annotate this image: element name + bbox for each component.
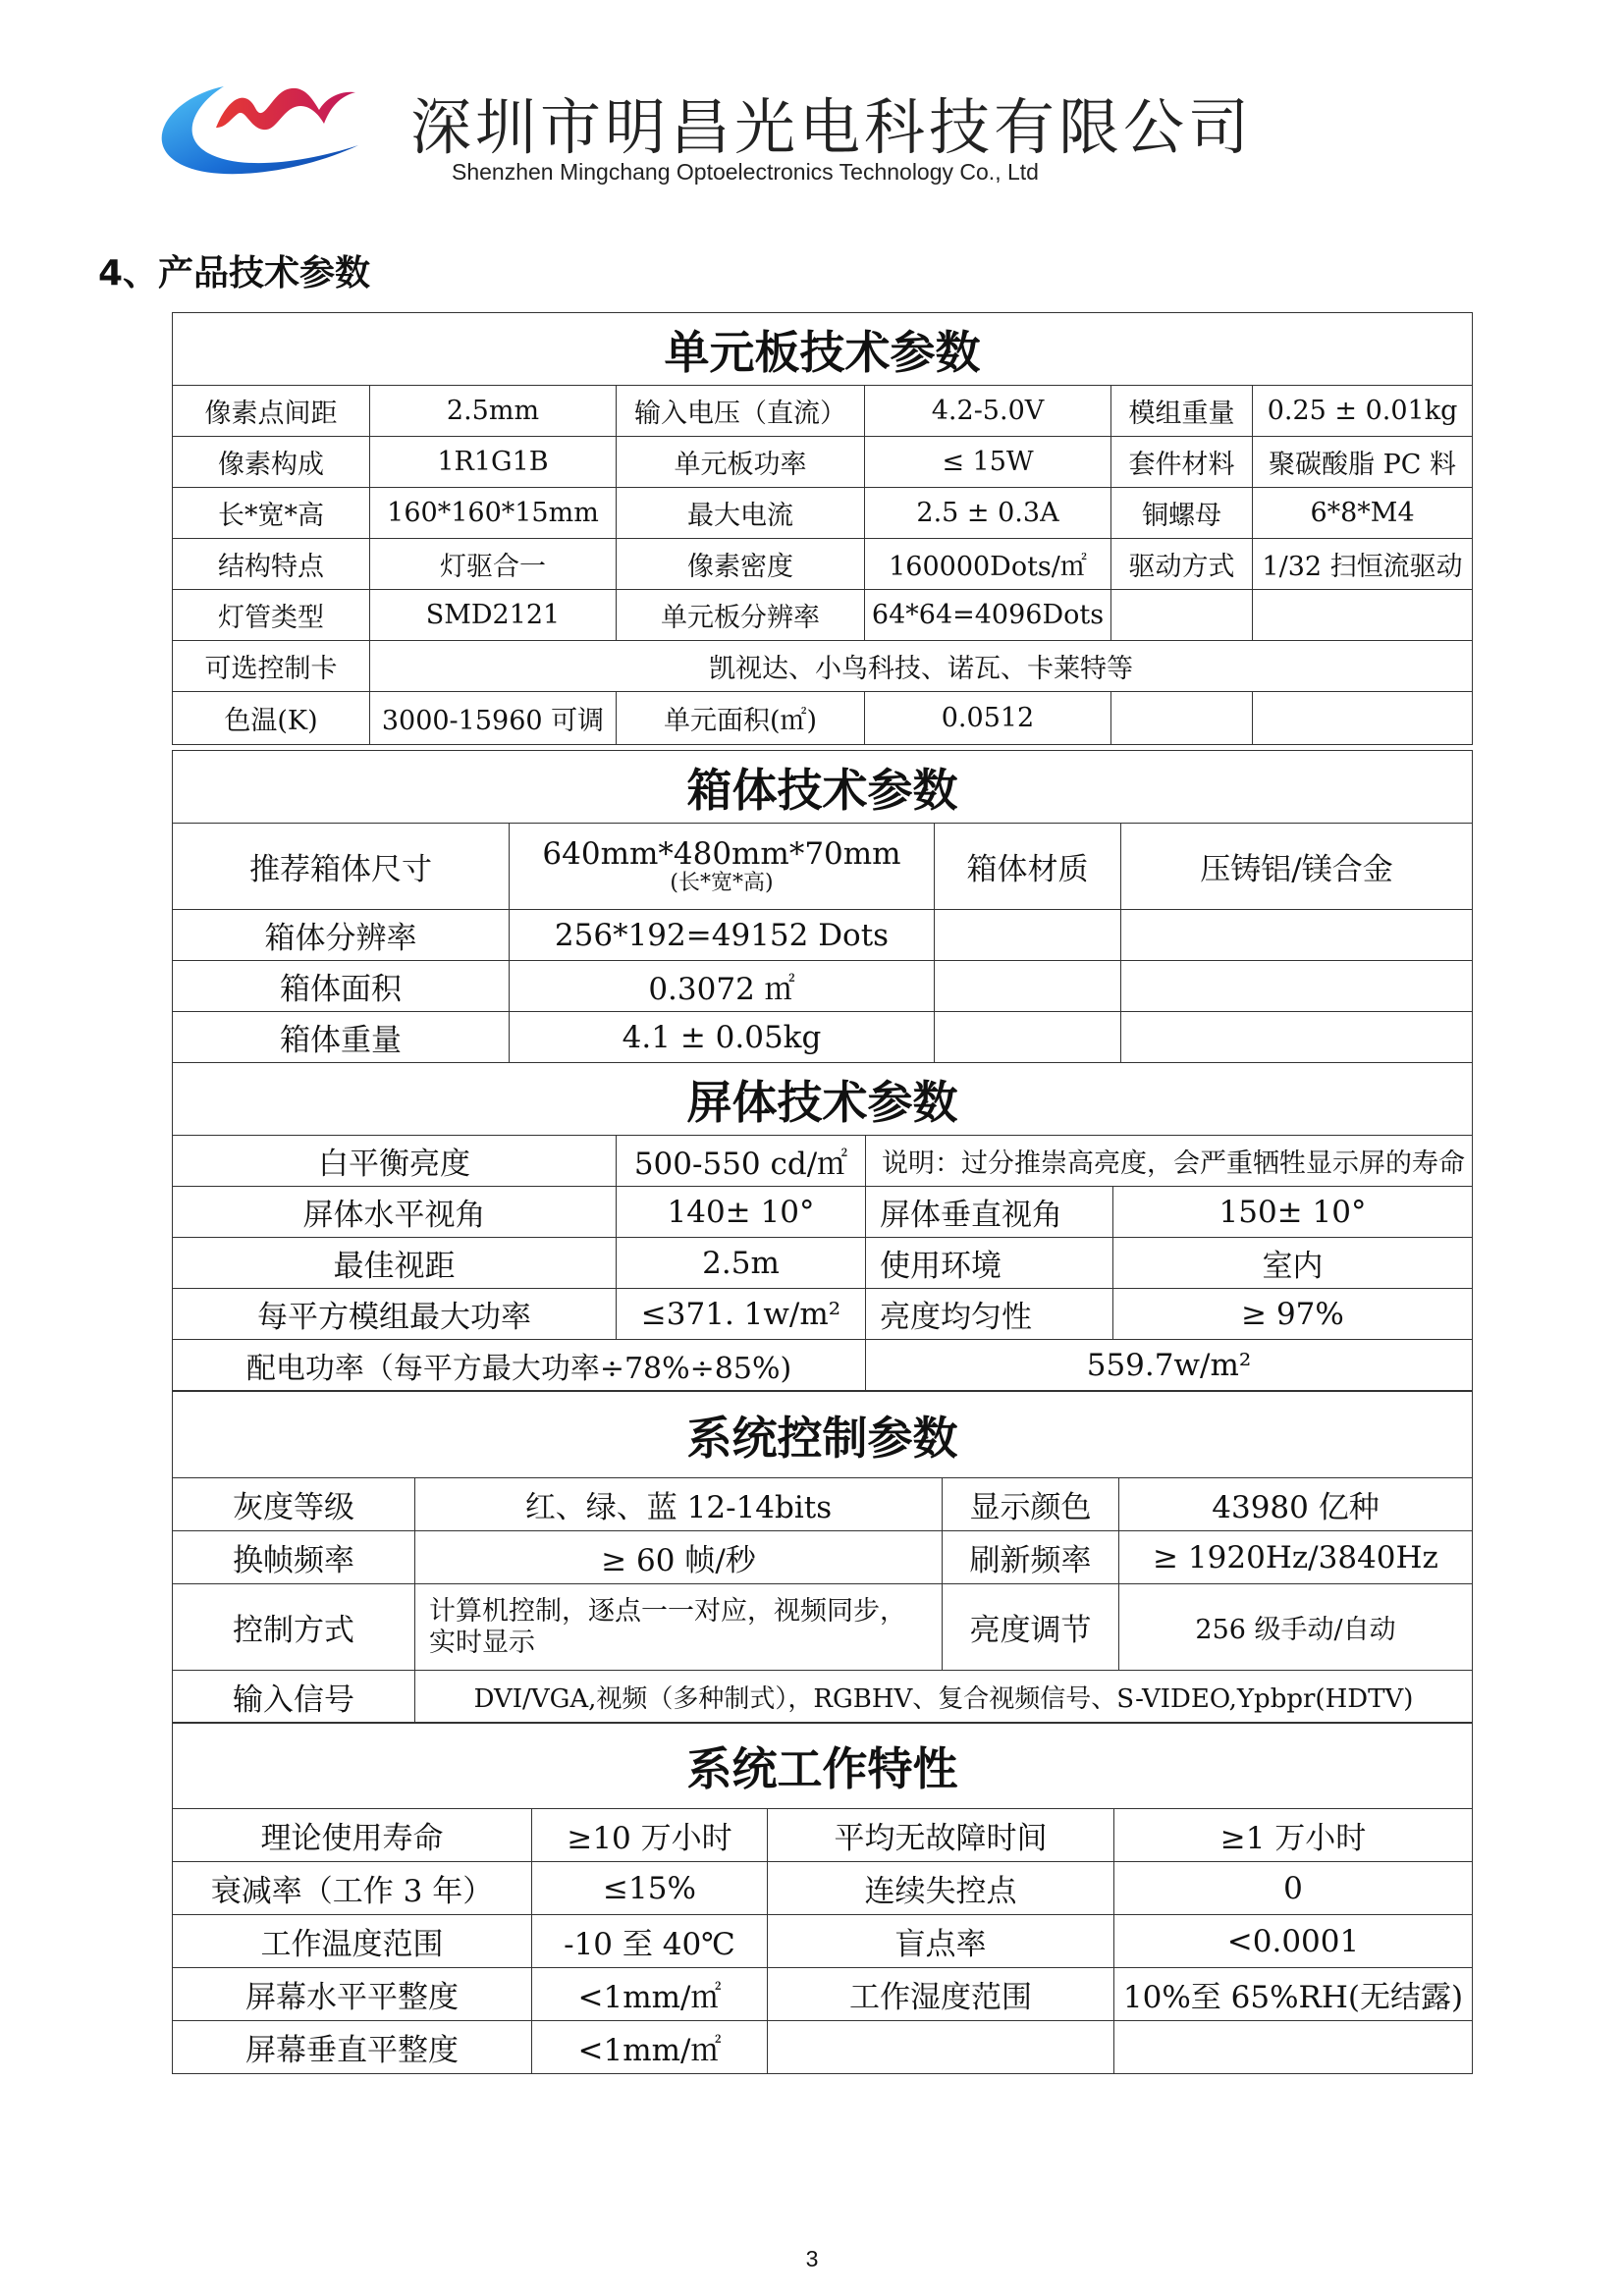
spec-value: -10 至 40℃ [532,1915,768,1968]
page-number: 3 [805,2246,819,2271]
spec-label: 箱体面积 [173,961,510,1012]
work-title: 系统工作特性 [173,1723,1473,1809]
empty-cell [768,2021,1114,2074]
spec-label: 可选控制卡 [173,641,370,692]
spec-label: 工作温度范围 [173,1915,532,1968]
table-row [173,437,1473,488]
table-row [173,488,1473,539]
spec-value: 3000-15960 可调 [370,692,617,745]
spec-label: 推荐箱体尺寸 [173,824,510,910]
spec-label: 输入信号 [173,1671,415,1724]
spec-label: 亮度调节 [943,1584,1119,1671]
spec-label: 衰减率（工作 3 年） [173,1862,532,1915]
table-row [173,910,1473,961]
table-row [173,1187,1473,1238]
spec-label: 每平方模组最大功率 [173,1289,617,1340]
spec-label: 驱动方式 [1111,539,1253,590]
spec-label: 屏体垂直视角 [866,1187,1113,1238]
spec-value: SMD2121 [370,590,617,641]
spec-label: 屏幕垂直平整度 [173,2021,532,2074]
spec-value: 0.0512 [865,692,1111,745]
table-row [173,1136,1473,1187]
empty-cell [1121,961,1473,1012]
table-row [173,641,1473,692]
table-row [173,2021,1473,2074]
spec-label: 输入电压（直流） [617,386,865,437]
spec-value: 256 级手动/自动 [1119,1584,1473,1671]
spec-value: 1R1G1B [370,437,617,488]
empty-cell [1111,590,1253,641]
spec-value: 0.3072 ㎡ [510,961,935,1012]
work-spec [172,1722,1472,2074]
spec-label: 单元板分辨率 [617,590,865,641]
table-row [173,1478,1473,1531]
spec-label: 屏体水平视角 [173,1187,617,1238]
table-row [173,1012,1473,1063]
spec-value: 140± 10° [617,1187,866,1238]
table-row [173,1289,1473,1340]
table-row [173,590,1473,641]
spec-value: 160*160*15mm [370,488,617,539]
spec-value: ≥ 1920Hz/3840Hz [1119,1531,1473,1584]
spec-label: 灯管类型 [173,590,370,641]
company-name-english: Shenzhen Mingchang Optoelectronics Technology Co., Ltd [452,159,1039,185]
cabinet-size: 640mm*480mm*70mm [542,835,901,872]
spec-value: 4.2-5.0V [865,386,1111,437]
spec-label: 盲点率 [768,1915,1114,1968]
empty-cell [935,961,1121,1012]
spec-value: 2.5mm [370,386,617,437]
control-spec [172,1391,1472,1724]
letterhead [147,69,1254,196]
brightness-note: 说明：过分推崇高亮度，会严重牺牲显示屏的寿命 [866,1136,1473,1187]
spec-value: <1mm/㎡ [532,2021,768,2074]
empty-cell [1253,590,1473,641]
spec-value: 64*64=4096Dots [865,590,1111,641]
spec-value: ≤15% [532,1862,768,1915]
spec-value: 559.7w/m² [866,1340,1473,1391]
spec-value: 聚碳酸脂 PC 料 [1253,437,1473,488]
spec-label: 工作湿度范围 [768,1968,1114,2021]
table-row [173,539,1473,590]
spec-value: ≤ 15W [865,437,1111,488]
spec-value: 0.25 ± 0.01kg [1253,386,1473,437]
section-heading: 4、产品技术参数 [98,253,371,294]
table-row [173,1671,1473,1724]
spec-value: 2.5 ± 0.3A [865,488,1111,539]
table-row [173,1531,1473,1584]
table-row [173,692,1473,745]
empty-cell [1114,2021,1473,2074]
spec-label: 像素构成 [173,437,370,488]
control-title: 系统控制参数 [173,1392,1473,1478]
empty-cell [935,1012,1121,1063]
spec-value: 凯视达、小鸟科技、诺瓦、卡莱特等 [370,641,1473,692]
spec-label: 亮度均匀性 [866,1289,1113,1340]
spec-value: <1mm/㎡ [532,1968,768,2021]
spec-value: 10%至 65%RH(无结露) [1114,1968,1473,2021]
empty-cell [935,910,1121,961]
spec-label: 铜螺母 [1111,488,1253,539]
spec-label: 平均无故障时间 [768,1809,1114,1862]
spec-value: ≤371. 1w/m² [617,1289,866,1340]
spec-value: 红、绿、蓝 12-14bits [415,1478,943,1531]
spec-label: 结构特点 [173,539,370,590]
company-logo [147,69,373,187]
spec-label: 换帧频率 [173,1531,415,1584]
spec-label: 像素点间距 [173,386,370,437]
spec-value: ≥1 万小时 [1114,1809,1473,1862]
spec-label: 使用环境 [866,1238,1113,1289]
spec-value: <0.0001 [1114,1915,1473,1968]
spec-label: 箱体材质 [935,824,1121,910]
table-row [173,1584,1473,1671]
spec-value: 500-550 cd/㎡ [617,1136,866,1187]
spec-label: 控制方式 [173,1584,415,1671]
spec-value: ≥ 60 帧/秒 [415,1531,943,1584]
table-row [173,961,1473,1012]
spec-label: 最大电流 [617,488,865,539]
spec-value: 2.5m [617,1238,866,1289]
table-row [173,1809,1473,1862]
spec-value: DVI/VGA,视频（多种制式），RGBHV、复合视频信号、S-VIDEO,Ypbpr(HDTV) [415,1671,1473,1724]
spec-value: 43980 亿种 [1119,1478,1473,1531]
spec-label: 屏幕水平平整度 [173,1968,532,2021]
spec-label: 单元板功率 [617,437,865,488]
spec-value: 4.1 ± 0.05kg [510,1012,935,1063]
spec-label: 白平衡亮度 [173,1136,617,1187]
unit-board-title: 单元板技术参数 [173,313,1473,386]
spec-value: 6*8*M4 [1253,488,1473,539]
table-row [173,1968,1473,2021]
spec-label: 箱体重量 [173,1012,510,1063]
spec-value: 室内 [1113,1238,1473,1289]
table-row [173,1862,1473,1915]
spec-label: 单元面积(㎡) [617,692,865,745]
spec-label: 灰度等级 [173,1478,415,1531]
empty-cell [1111,692,1253,745]
cabinet-title: 箱体技术参数 [173,751,1473,824]
spec-label: 套件材料 [1111,437,1253,488]
unit-board-spec [172,312,1472,745]
cabinet-spec [172,750,1472,1063]
spec-label: 模组重量 [1111,386,1253,437]
spec-value: 1/32 扫恒流驱动 [1253,539,1473,590]
spec-label: 长*宽*高 [173,488,370,539]
cabinet-size-note: (长*宽*高) [670,870,774,895]
table-row [173,1915,1473,1968]
spec-value: 计算机控制，逐点一一对应，视频同步，实时显示 [415,1584,943,1671]
spec-label: 显示颜色 [943,1478,1119,1531]
empty-cell [1253,692,1473,745]
empty-cell [1121,1012,1473,1063]
spec-value: 灯驱合一 [370,539,617,590]
table-row [173,824,1473,910]
company-name-chinese: 深圳市明昌光电科技有限公司 [410,91,1254,163]
spec-value: 0 [1114,1862,1473,1915]
spec-value [510,824,935,910]
spec-value: ≥10 万小时 [532,1809,768,1862]
spec-label: 连续失控点 [768,1862,1114,1915]
screen-spec [172,1062,1472,1391]
spec-value: 256*192=49152 Dots [510,910,935,961]
spec-value: ≥ 97% [1113,1289,1473,1340]
spec-label: 像素密度 [617,539,865,590]
spec-value: 压铸铝/镁合金 [1121,824,1473,910]
table-row [173,1340,1473,1391]
spec-label: 最佳视距 [173,1238,617,1289]
table-row [173,386,1473,437]
spec-label: 刷新频率 [943,1531,1119,1584]
screen-title: 屏体技术参数 [173,1063,1473,1136]
spec-value: 160000Dots/㎡ [865,539,1111,590]
empty-cell [1121,910,1473,961]
spec-label: 配电功率（每平方最大功率÷78%÷85%) [173,1340,866,1391]
spec-label: 箱体分辨率 [173,910,510,961]
spec-label: 色温(K) [173,692,370,745]
table-row [173,1238,1473,1289]
spec-value: 150± 10° [1113,1187,1473,1238]
spec-label: 理论使用寿命 [173,1809,532,1862]
